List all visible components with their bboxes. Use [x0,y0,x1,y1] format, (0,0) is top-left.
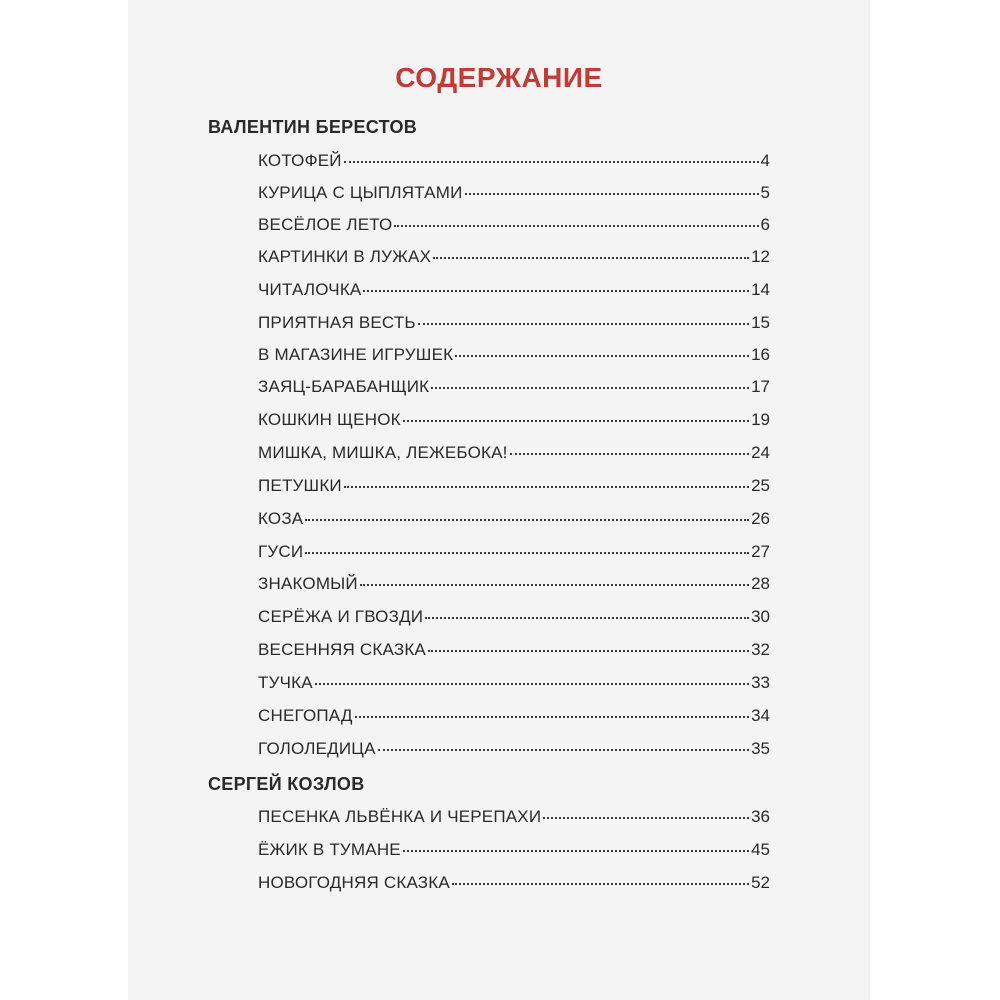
dot-leader [425,617,749,619]
entry-title: ТУЧКА [258,673,313,692]
entry-title: ГОЛОЛЕДИЦА [258,739,376,758]
entry-title: СЕРЁЖА И ГВОЗДИ [258,607,424,626]
dot-leader [363,290,749,292]
toc-entry[interactable] [258,542,770,566]
entry-page: 16 [751,345,770,364]
page-title: СОДЕРЖАНИЕ [395,62,603,93]
entry-page: 52 [751,873,770,892]
book-page [128,0,870,1000]
entry-page: 19 [751,410,770,429]
entry-title: ПРИЯТНАЯ ВЕСТЬ [258,313,416,332]
dot-leader [433,257,749,259]
entry-page: 27 [751,542,770,561]
toc-entry[interactable] [258,280,770,304]
dot-leader [315,683,749,685]
entry-page: 24 [751,443,770,462]
entry-page: 17 [751,377,770,396]
entry-title: ЁЖИК В ТУМАНЕ [258,840,401,859]
toc-entry[interactable] [258,640,770,664]
toc-entry[interactable] [258,509,770,533]
toc-entry[interactable] [258,313,770,337]
dot-leader [431,387,749,389]
entry-title: ВЕСЕННЯЯ СКАЗКА [258,640,426,659]
dot-leader [355,716,749,718]
entry-title: МИШКА, МИШКА, ЛЕЖЕБОКА! [258,443,508,462]
toc-entry[interactable] [258,247,770,271]
dot-leader [452,883,749,885]
dot-leader [543,817,749,819]
toc-entry[interactable] [258,873,770,897]
dot-leader [465,193,759,195]
dot-leader [418,323,749,325]
entry-title: КОШКИН ЩЕНОК [258,410,401,429]
entry-page: 5 [760,183,770,202]
entry-page: 35 [751,739,770,758]
entry-page: 28 [751,574,770,593]
entry-title: КУРИЦА С ЦЫПЛЯТАМИ [258,183,463,202]
toc-entry[interactable] [258,673,770,697]
author-heading: ВАЛЕНТИН БЕРЕСТОВ [208,117,418,137]
toc-entry[interactable] [258,706,770,730]
dot-leader [378,749,749,751]
entry-page: 25 [751,476,770,495]
toc-entry[interactable] [258,345,770,369]
author-heading: СЕРГЕЙ КОЗЛОВ [208,774,365,794]
entry-page: 14 [751,280,770,299]
toc-entry[interactable] [258,574,770,598]
entry-title: КАРТИНКИ В ЛУЖАХ [258,247,432,266]
entry-page: 26 [751,509,770,528]
entry-title: ЧИТАЛОЧКА [258,280,362,299]
dot-leader [305,552,749,554]
toc-entry[interactable] [258,739,770,763]
entry-title: ЗАЯЦ-БАРАБАНЩИК [258,377,430,396]
entry-page: 15 [751,313,770,332]
entry-title: ПЕТУШКИ [258,476,342,495]
entry-page: 30 [751,607,770,626]
toc-entry[interactable] [258,183,770,207]
entry-page: 45 [751,840,770,859]
dot-leader [428,650,749,652]
toc-entry[interactable] [258,840,770,864]
entry-title: КОТОФЕЙ [258,151,342,170]
entry-title: НОВОГОДНЯЯ СКАЗКА [258,873,450,892]
entry-page: 33 [751,673,770,692]
entry-page: 32 [751,640,770,659]
entry-page: 4 [760,151,770,170]
entry-page: 36 [751,807,770,826]
toc-entry[interactable] [258,607,770,631]
dot-leader [394,225,758,227]
entry-title: СНЕГОПАД [258,706,353,725]
entry-page: 12 [751,247,770,266]
toc-entry[interactable] [258,215,770,239]
entry-title: В МАГАЗИНЕ ИГРУШЕК [258,345,454,364]
toc-entry[interactable] [258,807,770,831]
dot-leader [344,486,749,488]
toc-entry[interactable] [258,410,770,434]
entry-title: ЗНАКОМЫЙ [258,574,358,593]
toc-entry[interactable] [258,443,770,467]
dot-leader [360,584,749,586]
dot-leader [455,355,749,357]
entry-page: 34 [751,706,770,725]
dot-leader [403,850,749,852]
entry-title: ГУСИ [258,542,304,561]
dot-leader [510,453,749,455]
toc-entry[interactable] [258,151,770,175]
entry-title: КОЗА [258,509,304,528]
entry-title: ВЕСЁЛОЕ ЛЕТО [258,215,393,234]
dot-leader [403,420,749,422]
dot-leader [344,161,759,163]
entry-page: 6 [760,215,770,234]
toc-entry[interactable] [258,377,770,401]
entry-title: ПЕСЕНКА ЛЬВЁНКА И ЧЕРЕПАХИ [258,807,542,826]
dot-leader [305,519,749,521]
toc-entry[interactable] [258,476,770,500]
